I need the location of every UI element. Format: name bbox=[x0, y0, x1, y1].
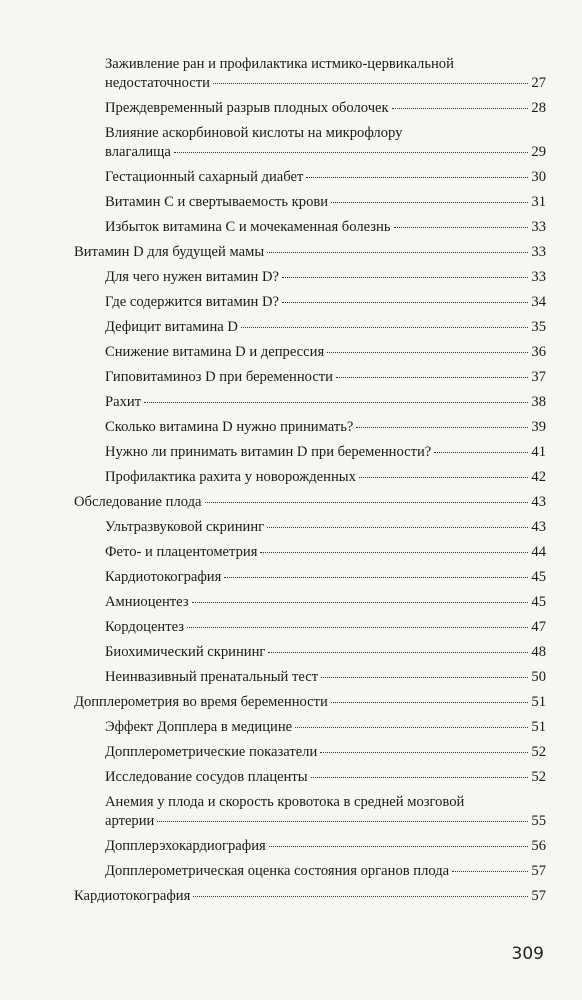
toc-entry-page: 55 bbox=[531, 813, 546, 829]
toc-subsection bbox=[74, 443, 546, 462]
toc-entry-title: Сколько витамина D нужно принимать? bbox=[105, 419, 354, 435]
toc-section bbox=[74, 887, 546, 906]
toc-entry-title: Гиповитаминоз D при беременности bbox=[105, 369, 333, 385]
toc-entry-title: Исследование сосудов плаценты bbox=[105, 769, 308, 785]
toc-subsection bbox=[74, 168, 546, 187]
toc-subsection bbox=[74, 268, 546, 287]
dot-leader bbox=[213, 83, 529, 84]
toc-entry-title: Фето- и плацентометрия bbox=[105, 544, 258, 560]
dot-leader bbox=[394, 227, 529, 228]
toc-entry-page: 30 bbox=[531, 169, 546, 185]
toc-subsection bbox=[74, 218, 546, 237]
dot-leader bbox=[174, 152, 529, 153]
toc-subsection bbox=[74, 55, 546, 93]
dot-leader bbox=[282, 277, 528, 278]
toc-subsection bbox=[74, 668, 546, 687]
toc-entry-title: Снижение витамина D и депрессия bbox=[105, 344, 325, 360]
dot-leader bbox=[336, 377, 528, 378]
toc-entry-page: 28 bbox=[531, 100, 546, 116]
toc-entry-page: 47 bbox=[531, 619, 546, 635]
toc-entry-title-line: Заживление ран и профилактика истмико-цервикальной bbox=[105, 56, 454, 72]
toc-entry-title: Допплерометрия во время беременности bbox=[74, 694, 328, 710]
toc-entry-title: Для чего нужен витамин D? bbox=[105, 269, 279, 285]
toc-entry-title: Где содержится витамин D? bbox=[105, 294, 279, 310]
dot-leader bbox=[295, 727, 528, 728]
toc-entry-page: 33 bbox=[531, 244, 546, 260]
toc-entry-title: Амниоцентез bbox=[105, 594, 189, 610]
toc-entry-title: Эффект Допплера в медицине bbox=[105, 719, 293, 735]
toc-entry-title: Нужно ли принимать витамин D при беременности? bbox=[105, 444, 432, 460]
toc-subsection bbox=[74, 568, 546, 587]
dot-leader bbox=[144, 402, 528, 403]
toc-section bbox=[74, 243, 546, 262]
toc-subsection bbox=[74, 293, 546, 312]
dot-leader bbox=[267, 527, 528, 528]
toc-subsection bbox=[74, 837, 546, 856]
dot-leader bbox=[392, 108, 529, 109]
toc-entry-title-line: Влияние аскорбиновой кислоты на микрофлору bbox=[105, 125, 403, 141]
dot-leader bbox=[260, 552, 528, 553]
toc-entry-page: 50 bbox=[531, 669, 546, 685]
toc-entry-title: Витамин D для будущей мамы bbox=[74, 244, 265, 260]
toc-entry-page: 35 bbox=[531, 319, 546, 335]
toc-entry-title: Дефицит витамина D bbox=[105, 319, 238, 335]
toc-subsection bbox=[74, 193, 546, 212]
toc-entry-page: 52 bbox=[531, 769, 546, 785]
toc-subsection bbox=[74, 393, 546, 412]
dot-leader bbox=[157, 821, 528, 822]
toc-subsection bbox=[74, 124, 546, 162]
dot-leader bbox=[205, 502, 529, 503]
toc-entry-title: Профилактика рахита у новорожденных bbox=[105, 469, 356, 485]
toc-subsection bbox=[74, 768, 546, 787]
dot-leader bbox=[311, 777, 529, 778]
dot-leader bbox=[434, 452, 528, 453]
dot-leader bbox=[327, 352, 528, 353]
dot-leader bbox=[452, 871, 528, 872]
toc-subsection bbox=[74, 743, 546, 762]
toc-subsection bbox=[74, 643, 546, 662]
toc-entry-title: Неинвазивный пренатальный тест bbox=[105, 669, 319, 685]
table-of-contents bbox=[74, 55, 546, 912]
dot-leader bbox=[187, 627, 528, 628]
toc-entry-page: 29 bbox=[531, 144, 546, 160]
toc-subsection bbox=[74, 618, 546, 637]
toc-entry-page: 43 bbox=[531, 494, 546, 510]
dot-leader bbox=[269, 846, 529, 847]
toc-subsection bbox=[74, 343, 546, 362]
toc-subsection bbox=[74, 368, 546, 387]
toc-entry-page: 36 bbox=[531, 344, 546, 360]
toc-entry-title: Биохимический скрининг bbox=[105, 644, 266, 660]
toc-entry-page: 27 bbox=[531, 75, 546, 91]
toc-entry-page: 51 bbox=[531, 694, 546, 710]
toc-subsection bbox=[74, 318, 546, 337]
toc-section bbox=[74, 493, 546, 512]
toc-entry-page: 43 bbox=[531, 519, 546, 535]
dot-leader bbox=[359, 477, 529, 478]
toc-subsection bbox=[74, 418, 546, 437]
dot-leader bbox=[306, 177, 528, 178]
toc-entry-title-line: Анемия у плода и скорость кровотока в средней мозговой bbox=[105, 794, 465, 810]
toc-entry-page: 31 bbox=[531, 194, 546, 210]
dot-leader bbox=[331, 202, 528, 203]
toc-entry-title: Обследование плода bbox=[74, 494, 202, 510]
dot-leader bbox=[356, 427, 528, 428]
toc-entry-title: Преждевременный разрыв плодных оболочек bbox=[105, 100, 389, 116]
toc-entry-title: Кардиотокография bbox=[105, 569, 222, 585]
page-number: 309 bbox=[511, 944, 544, 964]
dot-leader bbox=[241, 327, 528, 328]
toc-subsection bbox=[74, 543, 546, 562]
toc-entry-title: Кардиотокография bbox=[74, 888, 191, 904]
toc-entry-title: недостаточности bbox=[105, 75, 210, 91]
toc-entry-page: 42 bbox=[531, 469, 546, 485]
toc-entry-page: 57 bbox=[531, 863, 546, 879]
toc-entry-title: Ультразвуковой скрининг bbox=[105, 519, 265, 535]
toc-entry-page: 52 bbox=[531, 744, 546, 760]
dot-leader bbox=[331, 702, 529, 703]
toc-entry-page: 33 bbox=[531, 219, 546, 235]
toc-subsection bbox=[74, 718, 546, 737]
dot-leader bbox=[268, 652, 528, 653]
toc-subsection bbox=[74, 593, 546, 612]
toc-entry-title: Гестационный сахарный диабет bbox=[105, 169, 304, 185]
toc-subsection bbox=[74, 862, 546, 881]
toc-entry-title: Допплерометрические показатели bbox=[105, 744, 318, 760]
toc-entry-title: Кордоцентез bbox=[105, 619, 185, 635]
toc-section bbox=[74, 693, 546, 712]
toc-entry-page: 37 bbox=[531, 369, 546, 385]
dot-leader bbox=[282, 302, 528, 303]
toc-entry-page: 57 bbox=[531, 888, 546, 904]
toc-entry-title: Допплерэхокардиография bbox=[105, 838, 266, 854]
toc-entry-page: 39 bbox=[531, 419, 546, 435]
toc-entry-page: 51 bbox=[531, 719, 546, 735]
toc-subsection bbox=[74, 518, 546, 537]
toc-entry-page: 34 bbox=[531, 294, 546, 310]
toc-entry-title: влагалища bbox=[105, 144, 171, 160]
dot-leader bbox=[193, 896, 528, 897]
toc-subsection bbox=[74, 793, 546, 831]
toc-subsection bbox=[74, 468, 546, 487]
toc-entry-page: 48 bbox=[531, 644, 546, 660]
toc-entry-page: 56 bbox=[531, 838, 546, 854]
toc-entry-page: 41 bbox=[531, 444, 546, 460]
toc-subsection bbox=[74, 99, 546, 118]
toc-entry-page: 45 bbox=[531, 569, 546, 585]
dot-leader bbox=[320, 752, 528, 753]
toc-entry-title: Избыток витамина С и мочекаменная болезнь bbox=[105, 219, 391, 235]
toc-entry-page: 38 bbox=[531, 394, 546, 410]
toc-entry-title: артерии bbox=[105, 813, 155, 829]
toc-entry-title: Рахит bbox=[105, 394, 142, 410]
toc-entry-title: Допплерометрическая оценка состояния органов плода bbox=[105, 863, 450, 879]
toc-entry-page: 33 bbox=[531, 269, 546, 285]
dot-leader bbox=[321, 677, 528, 678]
dot-leader bbox=[192, 602, 529, 603]
dot-leader bbox=[224, 577, 528, 578]
toc-entry-page: 45 bbox=[531, 594, 546, 610]
dot-leader bbox=[267, 252, 528, 253]
toc-entry-page: 44 bbox=[531, 544, 546, 560]
toc-entry-title: Витамин С и свертываемость крови bbox=[105, 194, 329, 210]
